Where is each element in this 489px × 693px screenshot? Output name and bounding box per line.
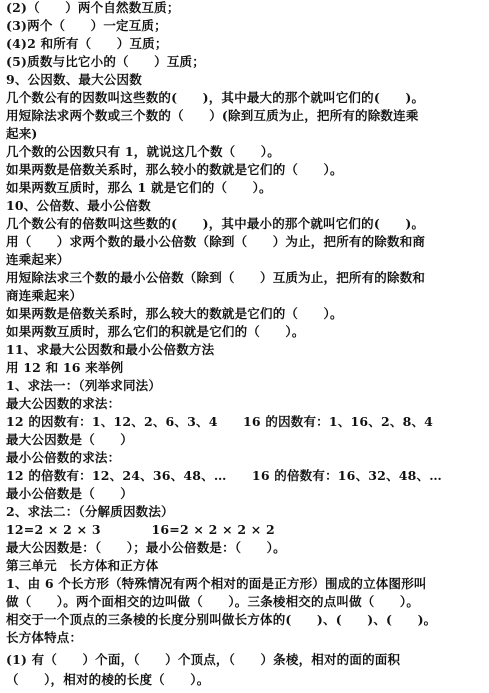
text-line: 几个数公有的倍数叫这些数的( )，其中最小的那个就叫它们的( )。 xyxy=(6,216,425,231)
text-line: 如果两数是倍数关系时，那么较小的数就是它们的（ ）。 xyxy=(6,162,343,177)
subsection-heading: 2、求法二：（分解质因数法） xyxy=(6,504,174,519)
text-line: 用（ ）求两个数的最小公倍数（除到（ ）为止，把所有的除数和商 xyxy=(6,234,426,249)
text-line: 最小公倍数是（ ） xyxy=(6,486,134,501)
text-line: 用 12 和 16 来举例 xyxy=(6,360,124,375)
text-line: 最大公因数是：（ ）；最小公倍数是：（ ）。 xyxy=(6,540,286,555)
text-line: 相交于一个顶点的三条棱的长度分别叫做长方体的( )、( )、( )。 xyxy=(6,612,437,627)
text-line: (3)两个（ ）一定互质； xyxy=(6,18,167,33)
text-line: 最大公因数是（ ） xyxy=(6,432,134,447)
text-line: 起来) xyxy=(6,126,38,141)
text-line: 连乘起来） xyxy=(6,252,70,267)
text-line: 12 的倍数有：12、24、36、48、… 16 的倍数有：16、32、48、… xyxy=(6,468,442,483)
section-heading: 10、公倍数、最小公倍数 xyxy=(6,198,151,213)
unit-heading: 第三单元 长方体和正方体 xyxy=(6,558,159,573)
text-line: 如果两数是倍数关系时，那么较大的数就是它们的（ ）。 xyxy=(6,306,343,321)
text-line: 几个数公有的因数叫这些数的( )，其中最大的那个就叫它们的( )。 xyxy=(6,90,425,105)
text-line: 最小公倍数的求法： xyxy=(6,450,121,465)
text-line: 商连乘起来） xyxy=(6,288,83,303)
section-heading: 9、公因数、最大公因数 xyxy=(6,72,142,87)
text-line: 12=2 × 2 × 3 16=2 × 2 × 2 × 2 xyxy=(6,522,275,537)
text-line: 如果两数互质时，那么 1 就是它们的（ ）。 xyxy=(6,180,272,195)
section-heading: 11、求最大公因数和最小公倍数方法 xyxy=(6,342,215,357)
text-line: 12 的因数有：1、12、2、6、3、4 16 的因数有：1、16、2、8、4 xyxy=(6,414,434,429)
text-line: 用短除法求两个数或三个数的（ ）(除到互质为止，把所有的除数连乘 xyxy=(6,108,419,123)
text-line: 1、由 6 个长方形（特殊情况有两个相对的面是正方形）围成的立体图形叫 xyxy=(6,576,427,591)
text-line: 如果两数互质时，那么它们的积就是它们的（ ）。 xyxy=(6,324,305,339)
text-line: (1) 有（ ）个面，（ ）个顶点，（ ）条棱，相对的面的面积 xyxy=(6,652,401,667)
subsection-heading: 1、求法一：（列举求同法） xyxy=(6,378,162,393)
text-line: (5)质数与比它小的（ ）互质； xyxy=(6,54,205,69)
text-line: 做（ ）。两个面相交的边叫做（ ）。三条棱相交的点叫做（ ）。 xyxy=(6,594,420,609)
text-line: (2)（ ）两个自然数互质； xyxy=(6,0,180,15)
text-line: 几个数的公因数只有 1，就说这几个数（ ）。 xyxy=(6,144,280,159)
text-line: 用短除法求三个数的最小公倍数（除到（ ）互质为止，把所有的除数和 xyxy=(6,270,426,285)
text-line: 长方体特点： xyxy=(6,630,83,645)
text-line: （ ），相对的棱的长度（ ）。 xyxy=(6,672,210,687)
text-line: 最大公因数的求法： xyxy=(6,396,121,411)
text-line: (4)2 和所有（ ）互质； xyxy=(6,36,168,51)
